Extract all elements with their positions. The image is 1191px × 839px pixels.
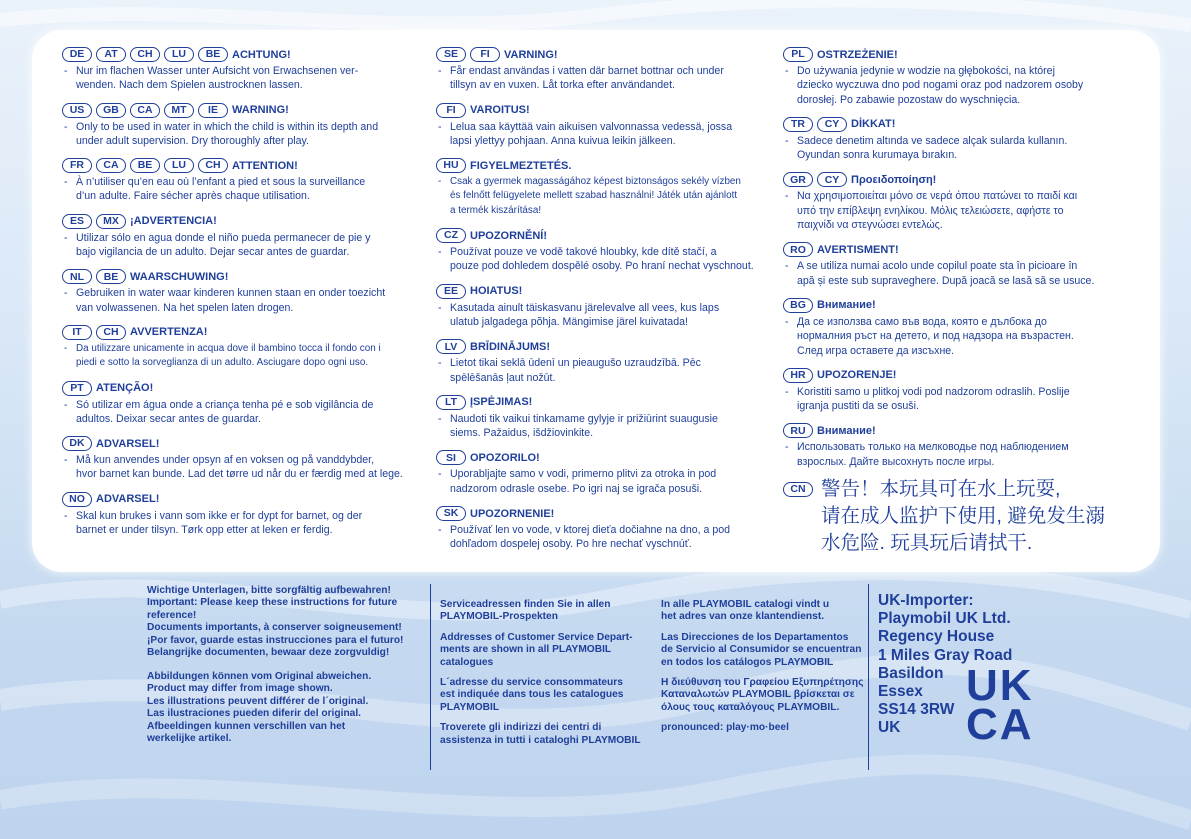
image-differ-line: Les illustrations peuvent différer de l´original. <box>147 695 369 707</box>
important-note-line: Wichtige Unterlagen, bitte sorgfältig aufbewahren! <box>147 585 391 596</box>
country-badge-mx: MX <box>96 214 126 229</box>
warning-text: - Skal kun brukes i vann som ikke er for dypt for barnet, og der barnet er under tilsyn. Tørk opp etter at leken er ferdig. <box>62 509 422 538</box>
warning-heading <box>783 46 1125 63</box>
country-badge-ch: CH <box>96 325 126 340</box>
warning-heading <box>436 505 778 522</box>
important-notes <box>147 585 427 659</box>
warning-section <box>436 46 778 93</box>
warning-title: Προειδοποίηση! <box>851 173 937 186</box>
warning-section <box>62 380 422 427</box>
country-badge-es: ES <box>62 214 92 229</box>
footer-divider-1 <box>430 584 431 770</box>
warning-title: ĮSPĖJIMAS! <box>470 396 533 409</box>
warning-heading <box>783 171 1125 188</box>
warnings-column-1 <box>62 46 422 546</box>
warnings-column-3 <box>783 46 1125 478</box>
country-badge-nl: NL <box>62 269 92 284</box>
warning-section <box>62 324 422 371</box>
warning-text: - Naudoti tik vaikui tinkamame gylyje ir prižiūrint suaugusie siems. Pažaidus, išdžiovinkite. <box>436 412 778 441</box>
warning-heading <box>62 380 422 397</box>
service-addresses-a <box>440 599 650 755</box>
country-badge-sk: SK <box>436 506 466 521</box>
cn-warning-text: 警告！本玩具可在水上玩耍, 请在成人监护下使用, 避免发生溺 水危险. 玩具玩后请拭干. <box>821 478 1105 554</box>
country-badge-it: IT <box>62 325 92 340</box>
warning-heading <box>436 227 778 244</box>
service-note: Las Direcciones de los Departamentos de Servicio al Consumidor se encuentran en todos los catálogos PLAYMOBIL <box>661 631 862 668</box>
warning-section <box>436 227 778 274</box>
warning-title: ATENÇÃO! <box>96 382 154 395</box>
uk-importer-address: UK-Importer: Playmobil UK Ltd. Regency House 1 Miles Gray Road Basildon Essex SS14 3RW UK <box>878 592 1013 737</box>
warning-title: OPOZORILO! <box>470 451 540 464</box>
warning-section <box>783 116 1125 163</box>
country-badge-ro: RO <box>783 242 813 257</box>
warning-text: - À n’utiliser qu’en eau où l’enfant a pied et sous la surveillance d’un adulte. Faire sécher après chaque utilisation. <box>62 175 422 204</box>
image-differ-line: Afbeeldingen kunnen verschillen van het werkelijke artikel. <box>147 720 346 745</box>
important-note-line: Documents importants, à conserver soigneusement! <box>147 622 402 634</box>
image-differ-line: Product may differ from image shown. <box>147 683 333 695</box>
country-badge-se: SE <box>436 47 466 62</box>
warning-text: - Использовать только на мелководье под наблюдением взрослых. Дайте высохнуть после игры. <box>783 440 1125 469</box>
warning-heading <box>62 157 422 174</box>
country-badge-dk: DK <box>62 436 92 451</box>
cn-warning <box>783 476 1105 557</box>
warning-heading <box>783 116 1125 133</box>
country-badge-lt: LT <box>436 395 466 410</box>
warning-title: Внимание! <box>817 299 876 312</box>
warning-title: WAARSCHUWING! <box>130 270 229 283</box>
warning-section <box>783 46 1125 107</box>
service-note: L´adresse du service consommateurs est indiquée dans tous les catalogues PLAYMOBIL <box>440 677 624 713</box>
warning-text: - Да се използва само във вода, която е дълбока до нормалния ръст на детето, и под надзора на възрастен. След игра оставете да изсъхне. <box>783 315 1125 358</box>
warning-heading <box>436 157 778 174</box>
country-badge-hu: HU <box>436 158 466 173</box>
country-badge-be: BE <box>198 47 228 62</box>
ukca-mark-logo <box>966 661 1046 749</box>
warning-text: - Leluа saa käyttää vain aikuisen valvonnassa vedessä, jossa lapsi ylettyy pohjaan. Anna kuivua leikin jälkeen. <box>436 120 778 149</box>
country-badge-mt: MT <box>164 103 194 118</box>
country-badge-fi: FI <box>470 47 500 62</box>
warning-section <box>436 157 778 218</box>
country-badge-pt: PT <box>62 381 92 396</box>
warning-section <box>62 268 422 315</box>
warning-text: - Utilizar sólo en agua donde el niño pueda permanecer de pie y bajo vigilancia de un adulto. Dejar secar antes de guardar. <box>62 231 422 260</box>
warning-heading <box>783 241 1125 258</box>
country-badge-ee: EE <box>436 284 466 299</box>
warning-title: UPOZORENJE! <box>817 369 897 382</box>
warning-title: DİKKAT! <box>851 118 896 131</box>
warning-section <box>62 157 422 204</box>
warning-section <box>436 338 778 385</box>
service-addresses-b <box>661 599 866 743</box>
important-note-line: Belangrijke documenten, bewaar deze zorgvuldig! <box>147 647 390 659</box>
service-note: In alle PLAYMOBIL catalogi vindt u het adres van onze klantendienst. <box>661 599 830 623</box>
warning-section <box>62 213 422 260</box>
warning-title: VARNING! <box>504 48 558 61</box>
warning-section <box>436 283 778 330</box>
warning-section <box>436 102 778 149</box>
warning-heading <box>62 102 422 119</box>
country-badge-lu: LU <box>164 47 194 62</box>
country-badge-ca: CA <box>130 103 160 118</box>
country-badge-lu: LU <box>164 158 194 173</box>
country-badge-lv: LV <box>436 339 466 354</box>
warning-text: - Only to be used in water in which the child is within its depth and under adult supervision. Dry thoroughly after play. <box>62 120 422 149</box>
country-badge-cy: CY <box>817 117 847 132</box>
warning-title: AVVERTENZA! <box>130 326 208 339</box>
ukca-bottom: CA <box>966 700 1034 749</box>
warning-text: - Får endast användas i vatten där barnet bottnar och under tillsyn av en vuxen. Låt torka efter användandet. <box>436 64 778 93</box>
warning-text: - Používat pouze ve vodě takové hloubky, kde dítě stačí, a pouze pod dohledem dospělé osoby. Po hraní nechat vyschnout. <box>436 245 778 274</box>
warning-title: UPOZORNĚNÍ! <box>470 229 547 242</box>
warning-text: - Nur im flachen Wasser unter Aufsicht von Erwachsenen ver- wenden. Nach dem Spielen austrocknen lassen. <box>62 64 422 93</box>
country-badge-ie: IE <box>198 103 228 118</box>
country-badge-de: DE <box>62 47 92 62</box>
warning-section <box>62 435 422 482</box>
country-badge-gr: GR <box>783 172 813 187</box>
service-note: Η διεύθυνση του Γραφείου Εξυπηρέτησης Καταναλωτών PLAYMOBIL βρίσκεται σε όλους τους καταλόγους PLAYMOBIL. <box>661 677 864 713</box>
country-badge-at: AT <box>96 47 126 62</box>
country-badge-be: BE <box>130 158 160 173</box>
warning-text: - Uporabljajte samo v vodi, primerno plitvi za otroka in pod nadzorom odrasle osebe. Po igri naj se igrača posuši. <box>436 467 778 496</box>
warning-title: UPOZORNENIE! <box>470 507 555 520</box>
warning-heading <box>62 213 422 230</box>
warning-heading <box>436 338 778 355</box>
country-badge-us: US <box>62 103 92 118</box>
warning-text: - Só utilizar em água onde a criança tenha pé e sob vigilância de adultos. Deixar secar antes de guardar. <box>62 398 422 427</box>
warning-text: - A se utiliza numai acolo unde copilul poate sta în picioare în apă și este sub supraveghere. După joacă se lasă să se usuce. <box>783 259 1125 288</box>
warning-text: - Do używania jedynie w wodzie na głębokości, na której dziecko wyczuwa dno pod nogami oraz pod nadzorem osoby dorosłej. Po zabawie pozostaw do wyschnięcia. <box>783 64 1125 107</box>
warning-heading <box>62 46 422 63</box>
warning-title: ADVARSEL! <box>96 437 160 450</box>
image-differ-notes <box>147 671 427 745</box>
warning-title: WARNING! <box>232 104 289 117</box>
warning-heading <box>436 394 778 411</box>
country-badge-pl: PL <box>783 47 813 62</box>
country-badge-gb: GB <box>96 103 126 118</box>
country-badge-ru: RU <box>783 423 813 438</box>
warning-heading <box>62 324 422 341</box>
warning-heading <box>783 297 1125 314</box>
warning-text: - Να χρησιμοποιείται μόνο σε νερά όπου πατώνει το παιδί και υπό την επίβλεψη ενηλίκου. Μόλις τελειώσετε, αφήστε το παιχνίδι να στεγνώσει εντελώς. <box>783 189 1125 232</box>
service-note: Troverete gli indirizzi dei centri di assistenza in tutti i cataloghi PLAYMOBIL <box>440 722 641 746</box>
warning-section <box>62 491 422 538</box>
warning-section <box>62 46 422 93</box>
warning-section <box>783 241 1125 288</box>
service-note: Addresses of Customer Service Depart- ments are shown in all PLAYMOBIL catalogues <box>440 631 633 668</box>
warning-heading <box>62 435 422 452</box>
warning-title: VAROITUS! <box>470 104 530 117</box>
warning-text: - Sadece denetim altında ve sadece alçak sularda kullanın. Oyundan sonra kurumaya bırakın. <box>783 134 1125 163</box>
warnings-column-2 <box>436 46 778 561</box>
warning-heading <box>783 422 1125 439</box>
warning-title: ACHTUNG! <box>232 48 291 61</box>
warning-section <box>436 505 778 552</box>
important-note-line: Important: Please keep these instructions for future reference! <box>147 597 398 621</box>
country-badge-si: SI <box>436 450 466 465</box>
country-badge-cy: CY <box>817 172 847 187</box>
image-differ-line: Las ilustraciones pueden diferir del original. <box>147 708 361 720</box>
warning-title: ¡ADVERTENCIA! <box>130 215 217 228</box>
warning-section <box>783 297 1125 358</box>
warning-section <box>783 422 1125 469</box>
warning-title: BRĪDINĀJUMS! <box>470 340 551 353</box>
warning-text: - Da utilizzare unicamente in acqua dove il bambino tocca il fondo con i piedi e sotto la sorveglianza di un adulto. Asciugare dopo ogni uso. <box>62 342 422 371</box>
country-badge-no: NO <box>62 492 92 507</box>
country-badge-cz: CZ <box>436 228 466 243</box>
warning-title: OSTRZEŻENIE! <box>817 48 898 61</box>
warning-heading <box>436 46 778 63</box>
warning-heading <box>62 491 422 508</box>
warning-section <box>436 394 778 441</box>
warning-title: Внимание! <box>817 424 876 437</box>
warning-text: - Koristiti samo u plitkoj vodi pod nadzorom odraslih. Poslije igranja pustiti da se osuši. <box>783 385 1125 414</box>
footer-divider-2 <box>868 584 869 770</box>
service-note: Serviceadressen finden Sie in allen PLAYMOBIL-Prospekten <box>440 599 611 623</box>
warning-section <box>436 449 778 496</box>
warning-section <box>62 102 422 149</box>
country-badge-bg: BG <box>783 298 813 313</box>
warning-title: ADVARSEL! <box>96 493 160 506</box>
warning-heading <box>783 367 1125 384</box>
warning-section <box>783 171 1125 232</box>
warning-title: AVERTISMENT! <box>817 243 899 256</box>
country-badge-tr: TR <box>783 117 813 132</box>
image-differ-line: Abbildungen können vom Original abweichen. <box>147 671 372 682</box>
warning-section <box>783 367 1125 414</box>
country-badge-ch: CH <box>130 47 160 62</box>
warning-title: ATTENTION! <box>232 159 298 172</box>
warning-text: - Csak a gyermek magasságához képest biztonságos sekély vízben és felnőtt felügyelete mellett szabad használni! Játék után ajánlott a termék kiszárítása! <box>436 175 778 218</box>
warning-text: - Kasutada ainult täiskasvanu järelevalve all vees, kus laps ulatub jalgadega põhja. Mängimise järel kuivatada! <box>436 301 778 330</box>
warning-text: - Lietot tikai seklā ūdenī un pieaugušo uzraudzībā. Pēc spēlēšanās ļaut nožūt. <box>436 356 778 385</box>
country-badge-fi: FI <box>436 103 466 118</box>
country-badge-fr: FR <box>62 158 92 173</box>
warning-heading <box>436 102 778 119</box>
country-badge-cn: CN <box>783 482 813 497</box>
country-badge-be: BE <box>96 269 126 284</box>
warning-heading <box>436 449 778 466</box>
country-badge-ca: CA <box>96 158 126 173</box>
warning-text: - Používať len vo vode, v ktorej dieťa dočiahne na dno, a pod dohľadom dospelej osoby. Po hre nechať vyschnúť. <box>436 523 778 552</box>
warning-text: - Gebruiken in water waar kinderen kunnen staan en onder toezicht van volwassenen. Na het spelen laten drogen. <box>62 286 422 315</box>
ukca-top: UK <box>966 661 1034 710</box>
important-note-line: ¡Por favor, guarde estas instrucciones para el futuro! <box>147 634 404 646</box>
warning-text: - Må kun anvendes under opsyn af en voksen og på vanddybder, hvor barnet kan bunde. Lad det tørre ud når du er færdig med at lege. <box>62 453 422 482</box>
warning-title: HOIATUS! <box>470 285 523 298</box>
service-note: pronounced: play·mo·beel <box>661 722 789 734</box>
warning-title: FIGYELMEZTETÉS. <box>470 159 572 172</box>
country-badge-hr: HR <box>783 368 813 383</box>
warning-heading <box>62 268 422 285</box>
country-badge-ch: CH <box>198 158 228 173</box>
warning-heading <box>436 283 778 300</box>
